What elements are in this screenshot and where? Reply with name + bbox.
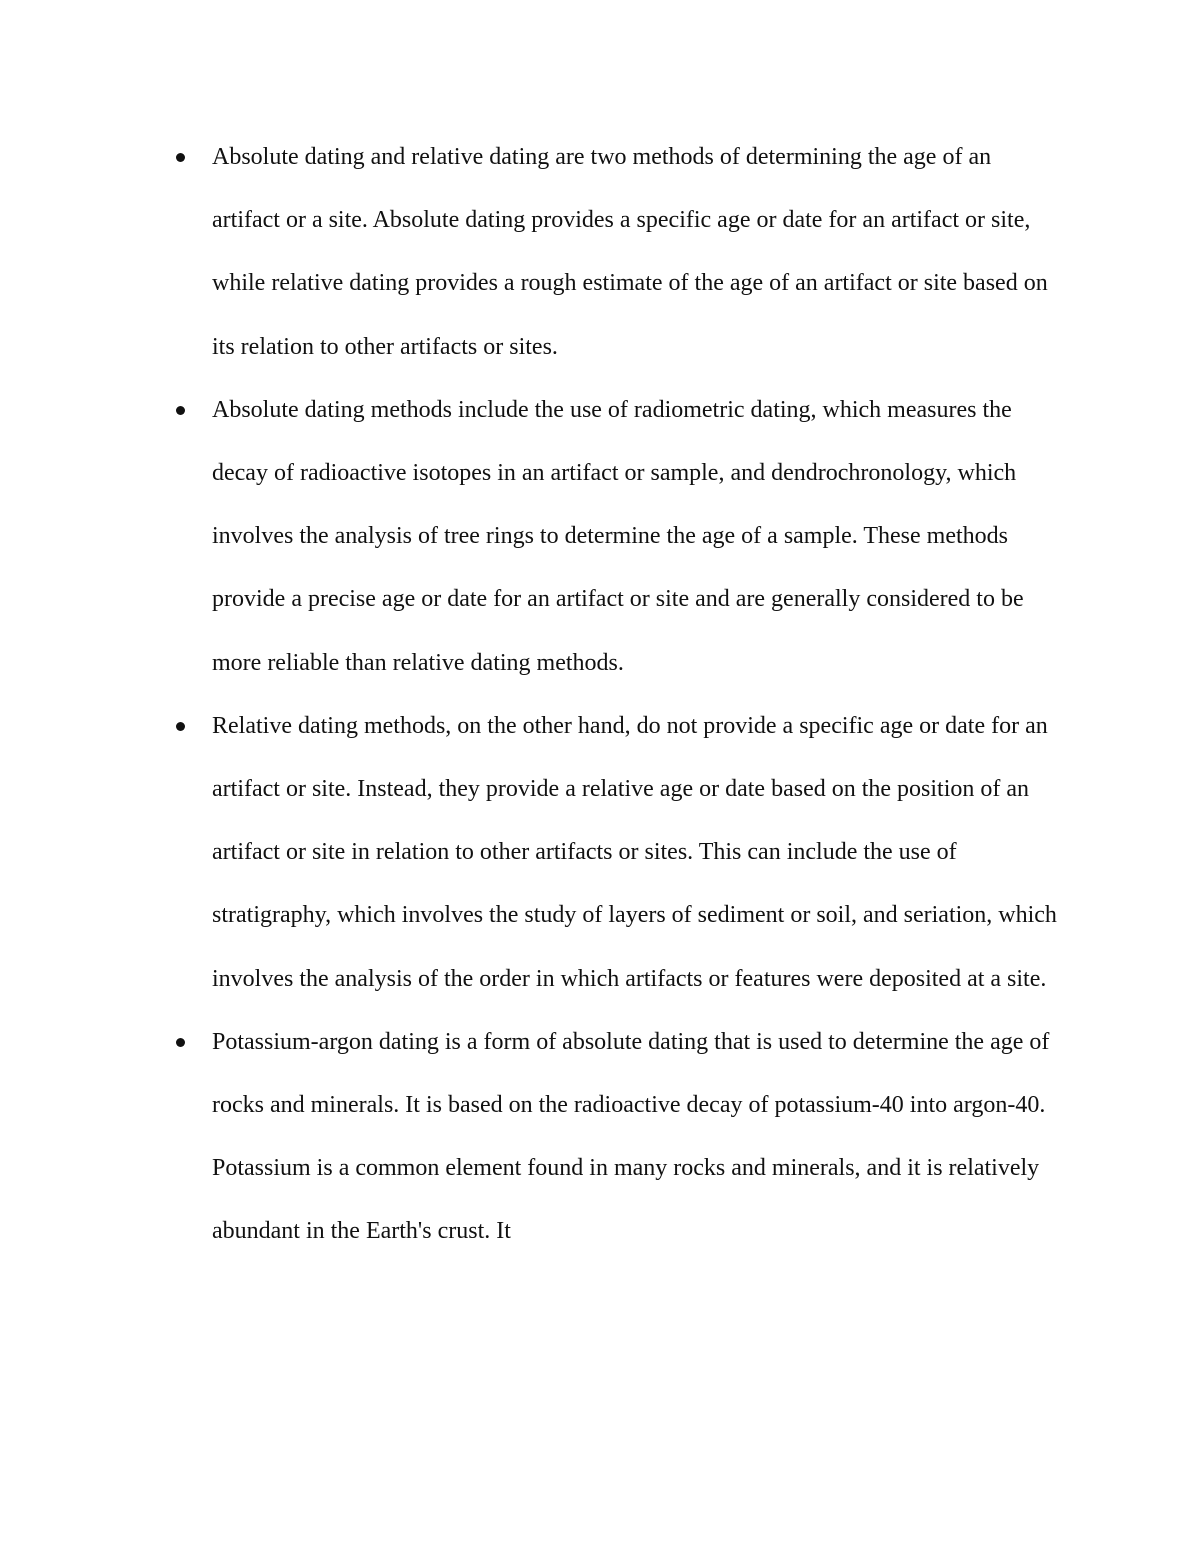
bullet-list (212, 126, 1058, 1264)
bullet-text: Relative dating methods, on the other hand, do not provide a specific age or date for an artifact or site. Instead, they provide a relative age or date based on the position of an artifact or site in relation to other artifacts or sites. This can include the use of stratigraphy, which involves the study of layers of sediment or soil, and seriation, which involves the analysis of the order in which artifacts or features were deposited at a site. (212, 712, 1057, 992)
bullet-icon (176, 153, 185, 162)
bullet-icon (176, 406, 185, 415)
bullet-icon (176, 722, 185, 731)
bullet-text: Potassium-argon dating is a form of absolute dating that is used to determine the age of rocks and minerals. It is based on the radioactive decay of potassium-40 into argon-40. Potassium is a common element found in many rocks and minerals, and it is relatively abundant in the Earth's crust. It (212, 1028, 1050, 1245)
bullet-item-absolute-methods (212, 379, 1058, 695)
bullet-icon (176, 1038, 185, 1047)
bullet-text: Absolute dating methods include the use of radiometric dating, which measures the decay of radioactive isotopes in an artifact or sample, and dendrochronology, which involves the analysis of tree rings to determine the age of a sample. These methods provide a precise age or date for an artifact or site and are generally considered to be more reliable than relative dating methods. (212, 396, 1024, 676)
bullet-item-potassium-argon (212, 1011, 1058, 1264)
bullet-text: Absolute dating and relative dating are two methods of determining the age of an artifact or a site. Absolute dating provides a specific age or date for an artifact or site, while relative dating provides a rough estimate of the age of an artifact or site based on its relation to other artifacts or sites. (212, 144, 1048, 360)
bullet-item-absolute-vs-relative (212, 126, 1058, 379)
bullet-item-relative-methods (212, 695, 1058, 1011)
